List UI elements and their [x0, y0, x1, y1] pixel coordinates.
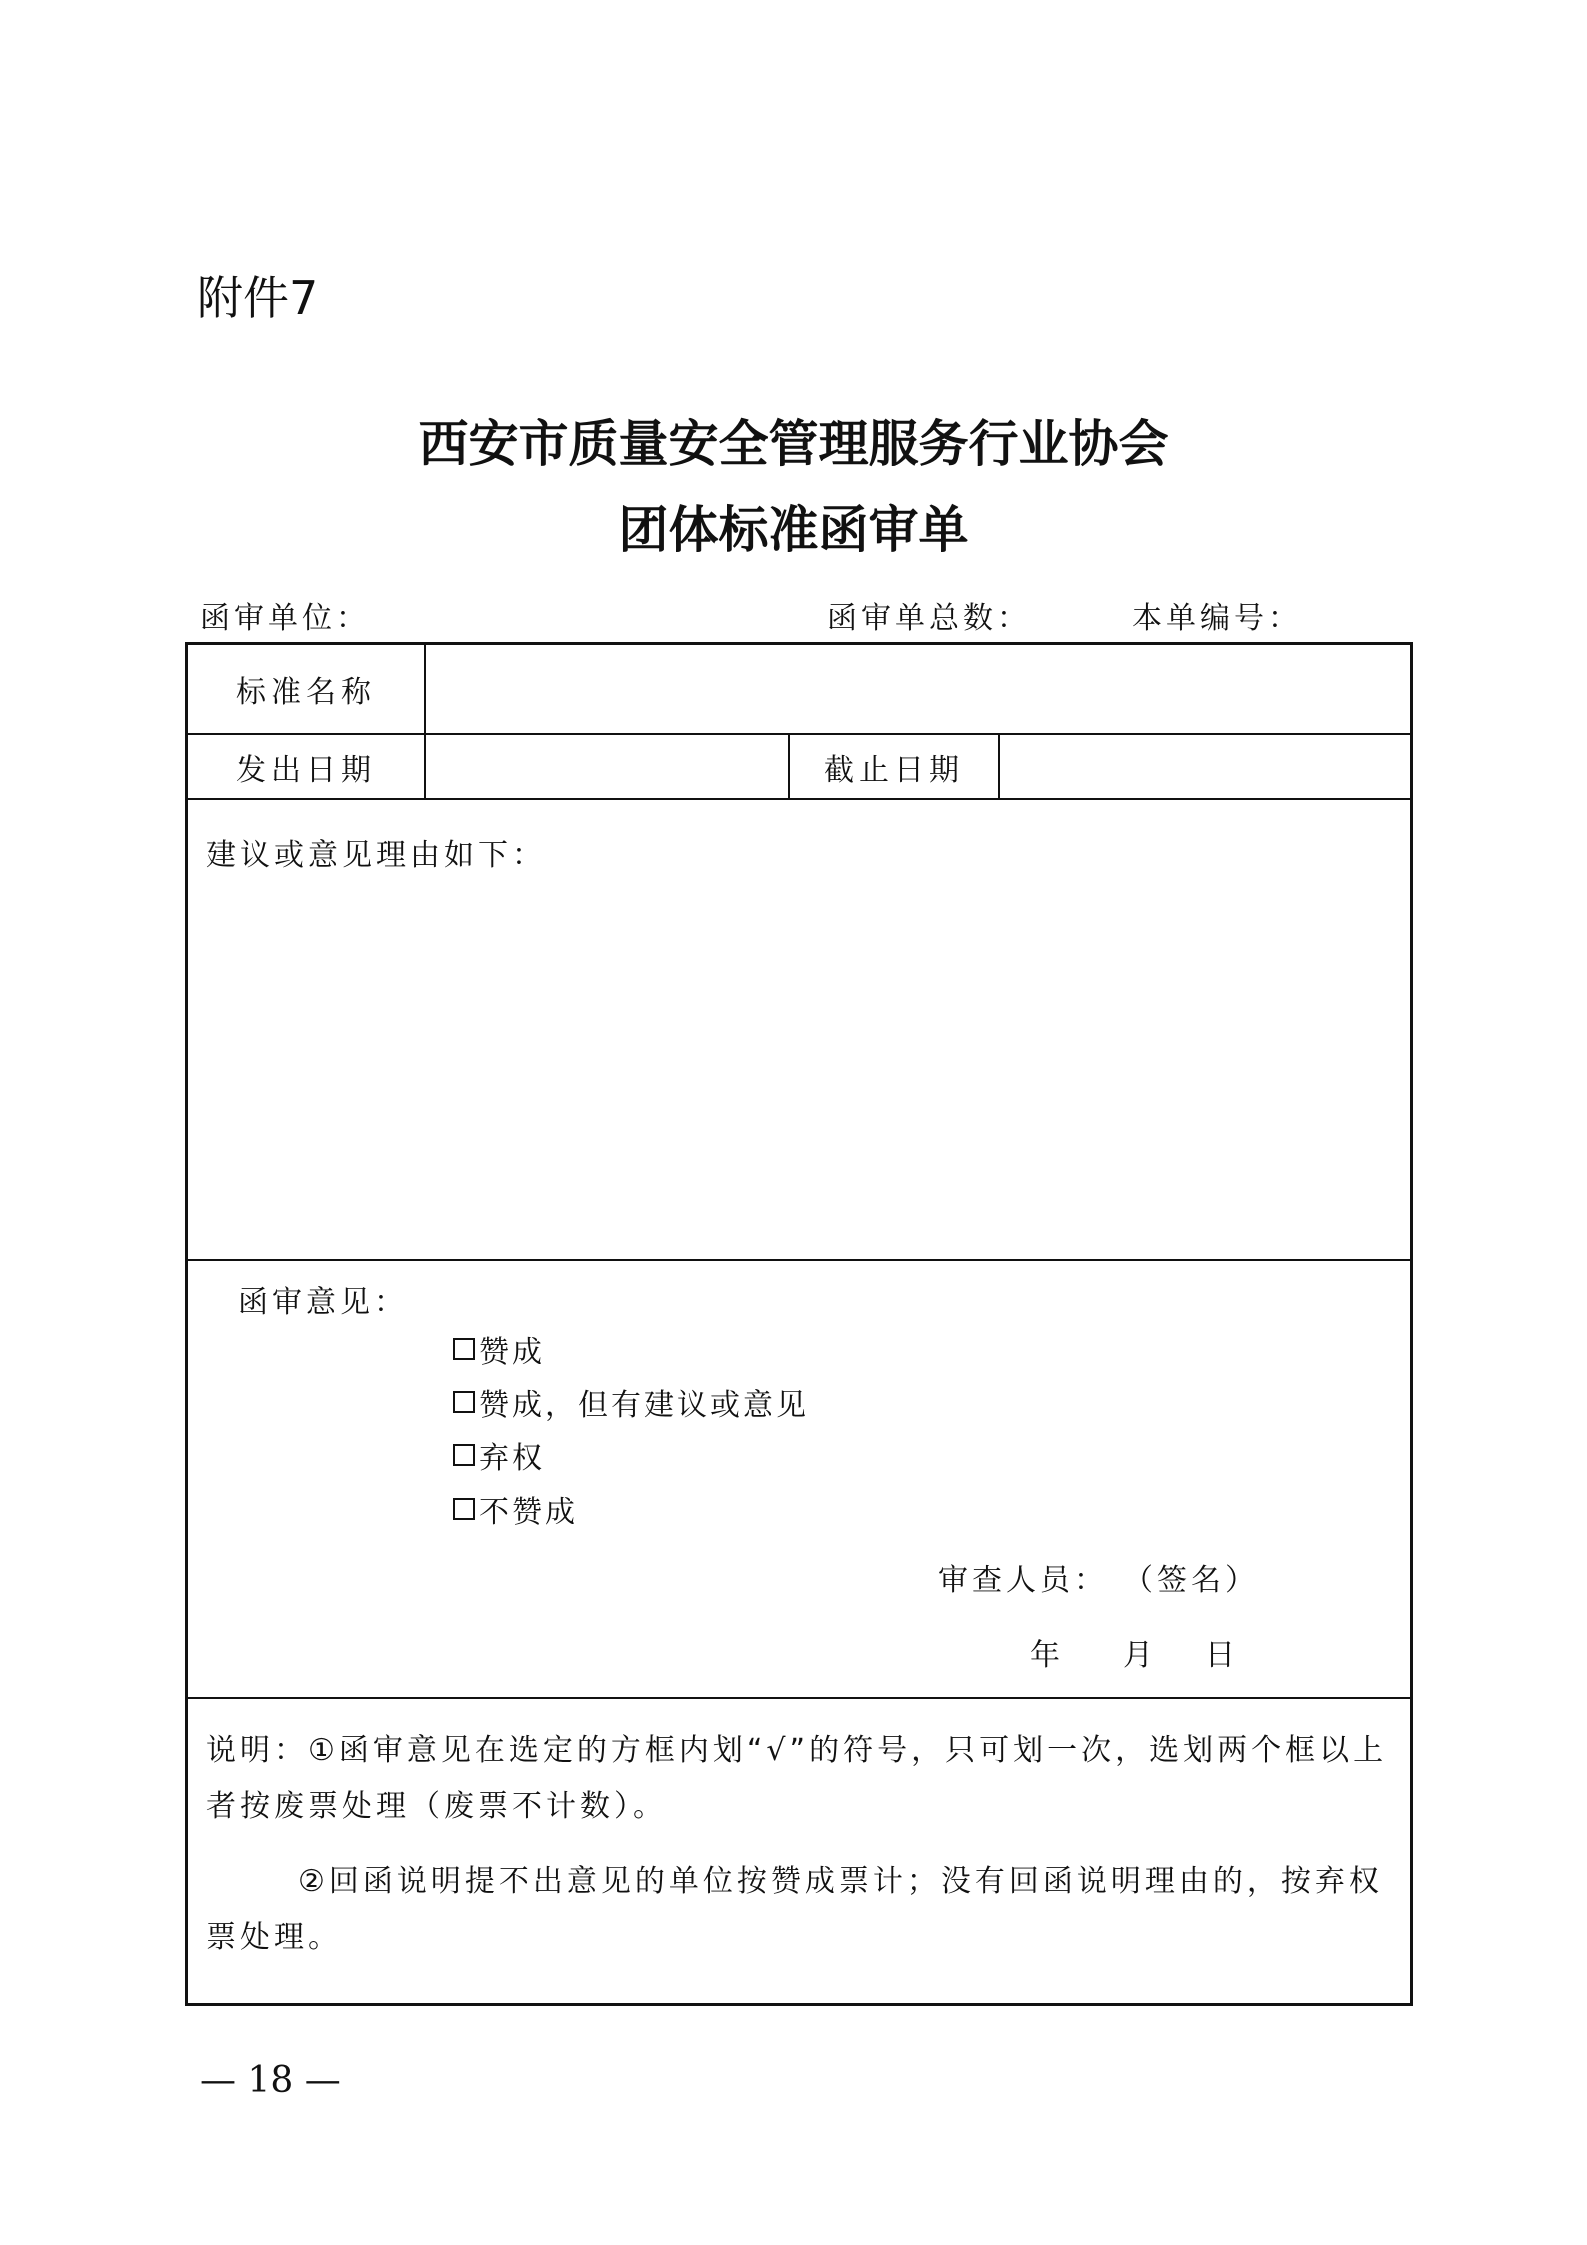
deadline-field[interactable] [1000, 735, 1408, 798]
option-approve-with-comments[interactable] [453, 1380, 809, 1424]
checkbox-icon[interactable] [453, 1338, 475, 1360]
note-paragraph-2: ②回函说明提不出意见的单位按赞成票计；没有回函说明理由的，按弃权票处理。 [206, 1864, 1383, 1955]
signature-label: （签名） [1123, 1563, 1259, 1598]
note-paragraph-1: 说明：①函审意见在选定的方框内划“√”的符号，只可划一次，选划两个框以上者按废票处理（废票不计数）。 [206, 1733, 1388, 1824]
suggestion-area[interactable] [190, 877, 1408, 1257]
checkbox-icon[interactable] [453, 1391, 475, 1413]
option-label: 不赞成 [479, 1495, 578, 1530]
standard-name-field[interactable] [426, 647, 1408, 731]
issue-date-label: 发出日期 [236, 752, 376, 788]
form-number-label: 本单编号： [1132, 601, 1302, 636]
document-title: 西安市质量安全管理服务行业协会 [418, 414, 1169, 473]
issue-date-field[interactable] [426, 735, 786, 798]
option-label: 弃权 [479, 1441, 545, 1476]
opinion-label: 函审意见： [238, 1285, 408, 1320]
checkbox-icon[interactable] [453, 1498, 475, 1520]
page-number: — 18 — [200, 2060, 341, 2101]
deadline-label: 截止日期 [824, 752, 964, 788]
option-label: 赞成 [479, 1335, 545, 1370]
row-divider [188, 1697, 1410, 1699]
checkbox-icon[interactable] [453, 1444, 475, 1466]
suggestion-label: 建议或意见理由如下： [206, 838, 546, 873]
row-divider [188, 1259, 1410, 1261]
option-label: 赞成，但有建议或意见 [479, 1388, 809, 1423]
option-disapprove[interactable] [453, 1487, 578, 1531]
option-approve[interactable] [453, 1327, 545, 1371]
document-subtitle: 团体标准函审单 [618, 500, 969, 559]
standard-name-label: 标准名称 [236, 675, 376, 710]
date-month-label: 月 [1123, 1638, 1157, 1673]
review-form-table [185, 642, 1413, 2006]
row-divider [188, 798, 1410, 800]
review-unit-label: 函审单位： [200, 601, 370, 636]
option-abstain[interactable] [453, 1433, 545, 1477]
reviewer-label: 审查人员： [938, 1563, 1108, 1598]
total-count-label: 函审单总数： [827, 601, 1031, 636]
date-year-label: 年 [1030, 1638, 1064, 1673]
attachment-label: 附件7 [197, 271, 319, 325]
date-day-label: 日 [1205, 1638, 1239, 1673]
